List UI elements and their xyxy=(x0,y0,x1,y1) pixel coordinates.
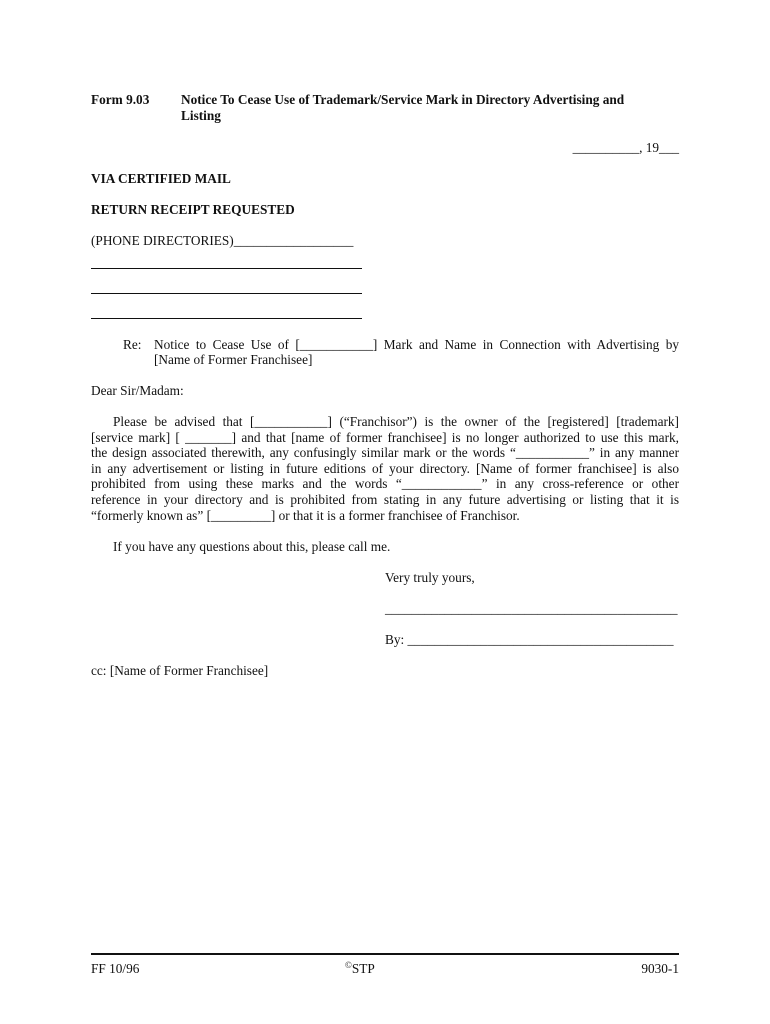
cc-line: cc: [Name of Former Franchisee] xyxy=(91,663,269,678)
addressee-phone-directories: (PHONE DIRECTORIES)__________________ xyxy=(91,233,354,248)
body-line: “formerly known as” [_________] or that it is a former franchisee of Franchisor. xyxy=(91,507,520,523)
re-subject-line1: Notice to Cease Use of [___________] Mark and Name in Connection with Advertising by xyxy=(154,337,679,352)
body-line: the design associated therewith, any confusingly similar mark or the words “___________” in any manner xyxy=(91,445,679,461)
salutation: Dear Sir/Madam: xyxy=(91,383,184,398)
return-receipt-label: RETURN RECEIPT REQUESTED xyxy=(91,202,295,217)
footer-copyright xyxy=(345,961,375,977)
body-paragraph-2: If you have any questions about this, please call me. xyxy=(113,539,391,554)
footer-divider xyxy=(91,953,679,955)
copyright-symbol: © xyxy=(345,960,352,970)
form-title-line1: Notice To Cease Use of Trademark/Service Mark in Directory Advertising and xyxy=(181,92,625,107)
address-blank-line xyxy=(91,268,362,269)
by-signature-line: By: ________________________________________ xyxy=(385,632,674,647)
re-subject-line2: [Name of Former Franchisee] xyxy=(154,352,313,367)
footer-form-code: FF 10/96 xyxy=(91,961,140,976)
date-line: __________, 19___ xyxy=(572,140,679,155)
body-line: in any advertisement or listing in future editions of your directory. [Name of former franchisee] is also xyxy=(91,460,679,476)
body-paragraph-1 xyxy=(91,414,679,523)
form-number: Form 9.03 xyxy=(91,92,150,107)
address-blank-line xyxy=(91,318,362,319)
footer-publisher: STP xyxy=(351,961,375,976)
valediction: Very truly yours, xyxy=(385,570,475,585)
body-line: reference in your directory and is prohibited from stating in any future advertising or listing that it is xyxy=(91,491,679,507)
body-line: [service mark] [ _______] and that [name of former franchisee] is no longer authorized to use this mark, xyxy=(91,429,679,445)
footer-page-number: 9030-1 xyxy=(641,961,679,976)
form-title-line2: Listing xyxy=(181,108,221,123)
certified-mail-label: VIA CERTIFIED MAIL xyxy=(91,171,231,186)
signature-line: ____________________________________________ xyxy=(385,601,678,616)
body-line: Please be advised that [___________] (“Franchisor”) is the owner of the [registered] [trademark] xyxy=(113,414,679,429)
body-line: prohibited from using these marks and the words “____________” in any cross-reference or other xyxy=(91,476,679,492)
re-label: Re: xyxy=(123,337,142,352)
address-blank-line xyxy=(91,293,362,294)
